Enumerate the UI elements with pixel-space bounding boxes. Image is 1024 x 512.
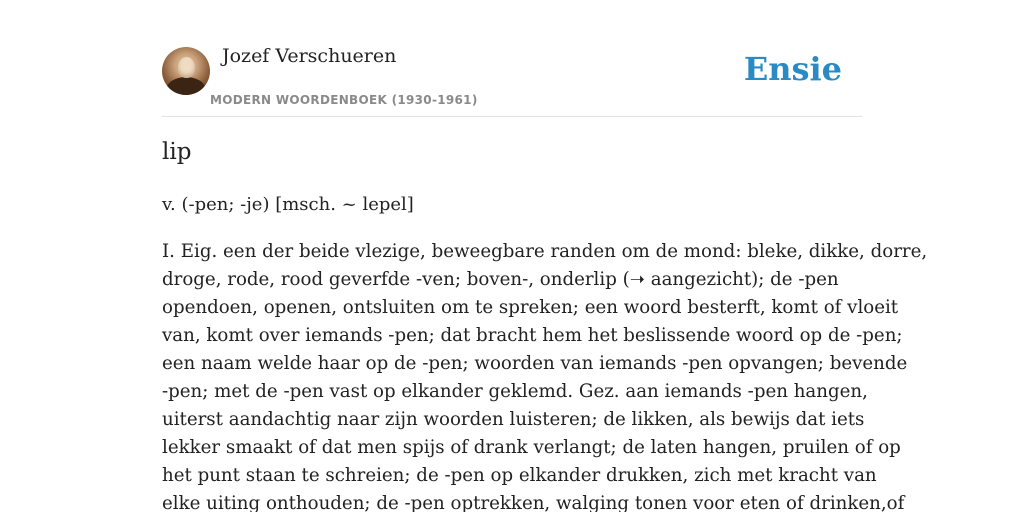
definition-line: een naam welde haar op de -pen; woorden van iemands -pen opvangen; bevende bbox=[162, 353, 908, 374]
ensie-logo[interactable]: Ensie bbox=[743, 50, 842, 88]
source-label[interactable]: MODERN WOORDENBOEK (1930-1961) bbox=[210, 93, 478, 107]
entry-header bbox=[162, 0, 862, 117]
entry-title: lip bbox=[162, 139, 192, 165]
definition-line: elke uiting onthouden; de -pen optrekken, walging tonen voor eten of drinken,of bbox=[162, 493, 905, 512]
definition-line: van, komt over iemands -pen; dat bracht hem het beslissende woord op de -pen; bbox=[162, 325, 903, 346]
entry-definition bbox=[162, 238, 928, 512]
definition-line: opendoen, openen, ontsluiten om te spreken; een woord besterft, komt of vloeit bbox=[162, 297, 899, 318]
author-avatar[interactable] bbox=[162, 47, 210, 95]
definition-line: -pen; met de -pen vast op elkander geklemd. Gez. aan iemands -pen hangen, bbox=[162, 381, 868, 402]
avatar-coat bbox=[166, 77, 206, 95]
definition-line: uiterst aandachtig naar zijn woorden luisteren; de likken, als bewijs dat iets bbox=[162, 409, 865, 430]
definition-line: lekker smaakt of dat men spijs of drank verlangt; de laten hangen, pruilen of op bbox=[162, 437, 901, 458]
author-name[interactable]: Jozef Verschueren bbox=[222, 45, 397, 67]
definition-line: het punt staan te schreien; de -pen op elkander drukken, zich met kracht van bbox=[162, 465, 877, 486]
avatar-face bbox=[178, 57, 195, 78]
definition-line: I. Eig. een der beide vlezige, beweegbare randen om de mond: bleke, dikke, dorre, bbox=[162, 241, 928, 262]
definition-line: droge, rode, rood geverfde -ven; boven-, onderlip (➝ aangezicht); de -pen bbox=[162, 269, 839, 290]
entry-grammar: v. (-pen; -je) [msch. ~ lepel] bbox=[162, 194, 414, 215]
